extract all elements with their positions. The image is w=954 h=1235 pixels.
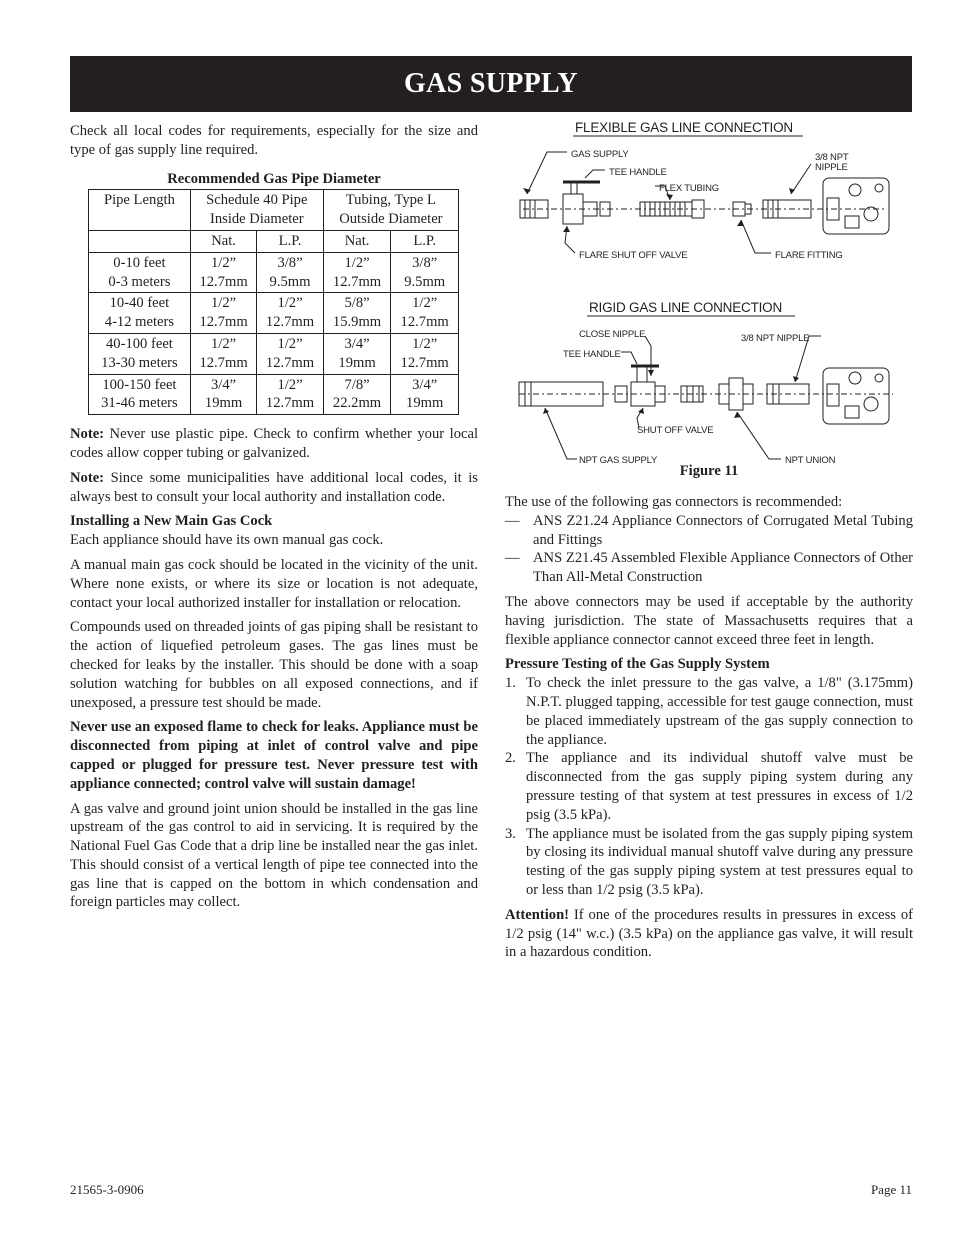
label-flare-fitting: FLARE FITTING: [775, 250, 843, 261]
figure-caption: Figure 11: [679, 463, 739, 479]
connectors-intro: The use of the following gas connectors is recommended:: [505, 494, 843, 510]
label-tee-handle: TEE HANDLE: [609, 167, 667, 178]
connection-diagram: [505, 116, 913, 461]
gas-valve-paragraph: A gas valve and ground joint union should be installed in the gas line upstream of the gas control to aid in servicing. It is required by the National Fuel Gas Code that a drip line be installed near the gas inlet. This should consist of a vertical length of pipe tee connected into the gas line that is capped on the bottom in which condensation and foreign particles may collect.: [70, 800, 478, 911]
pressure-testing-heading: Pressure Testing of the Gas Supply System: [505, 656, 770, 673]
table-cell: 3/4” 19mm: [391, 374, 459, 415]
title-banner: [70, 56, 912, 112]
leader-npt-gas-supply: [545, 408, 577, 459]
label-npt-gas-supply: NPT GAS SUPPLY: [579, 455, 658, 466]
subheader-cell: L.P.: [257, 230, 323, 252]
subheader-cell: L.P.: [391, 230, 459, 252]
table-cell: 3/8” 9.5mm: [391, 252, 459, 293]
rigid-gas-valve: [823, 368, 889, 424]
manual-gascock-paragraph: A manual main gas cock should be located in the vicinity of the unit. Where none exists, or where its size or location is not adequate, contact your local authorized installer for installation or relocation.: [70, 556, 478, 611]
table-cell: 3/8” 9.5mm: [257, 252, 323, 293]
table-cell-length: 10-40 feet 4-12 meters: [89, 293, 191, 334]
table-cell: 7/8” 22.2mm: [323, 374, 391, 415]
table-caption: Recommended Gas Pipe Diameter: [167, 170, 381, 187]
table-cell: 1/2” 12.7mm: [323, 252, 391, 293]
label-npt-nipple: 3/8 NPT NIPPLE: [815, 152, 849, 173]
pipe-diameter-table: [88, 189, 459, 415]
rigid-figure-title: RIGID GAS LINE CONNECTION: [589, 300, 783, 315]
table-cell: 1/2” 12.7mm: [190, 333, 256, 374]
table-cell: 1/2” 12.7mm: [257, 374, 323, 415]
warning-paragraph: Never use an exposed flame to check for leaks. Appliance must be disconnected from piping at inlet of control valve and pipe capped or plugged for pressure test. Never pressure test with appliance connected; control valve will sustain damage!: [70, 719, 478, 792]
intro-paragraph: Check all local codes for requirements, especially for the size and type of gas supply line required.: [70, 123, 478, 158]
table-cell: 3/4” 19mm: [323, 333, 391, 374]
leader-flare-fitting: [741, 220, 771, 253]
gascock-heading: Installing a New Main Gas Cock: [70, 513, 273, 530]
table-cell: 1/2” 12.7mm: [257, 333, 323, 374]
connectors-note: The above connectors may be used if acceptable by the authority having jurisdiction. The state of Massachusetts requires that a flexible appliance connector cannot exceed three feet in length.: [505, 593, 913, 648]
table-row: [89, 293, 459, 334]
table-cell-length: 0-10 feet 0-3 meters: [89, 252, 191, 293]
label-rigid-npt-nipple: 3/8 NPT NIPPLE: [741, 333, 810, 344]
leader-rigid-tee-handle: [621, 352, 637, 364]
header-tubing: Tubing, Type L Outside Diameter: [323, 190, 458, 231]
note-local-codes: Note: Since some municipalities have additional local codes, it is always best to consult your local authority and installation code.: [70, 469, 478, 505]
flex-gas-valve: [823, 178, 889, 234]
label-flex-tubing: FLEX TUBING: [659, 183, 719, 194]
connector-item: — ANS Z21.24 Appliance Connectors of Corrugated Metal Tubing and Fittings: [505, 512, 913, 548]
list-item: 3. The appliance must be isolated from the gas supply piping system by closing its individual manual shutoff valve during any pressure testing of the gas supply piping system at test pressures equal to or less than 1/2 psig (3.5 kPa).: [505, 825, 913, 898]
header-pipe-length: Pipe Length: [89, 190, 191, 231]
attention-paragraph: Attention! If one of the procedures results in pressures in excess of 1/2 psig (14" w.c.) (3.5 kPa) on the appliance gas valve, it will result in a hazardous condition.: [505, 906, 913, 961]
label-gas-supply: GAS SUPPLY: [571, 149, 629, 160]
page-number: Page 11: [870, 1182, 912, 1197]
subheader-blank: [89, 230, 191, 252]
table-header-row: [89, 190, 459, 231]
figure-11: [505, 116, 913, 481]
table-cell: 3/4” 19mm: [190, 374, 256, 415]
table-cell-length: 40-100 feet 13-30 meters: [89, 333, 191, 374]
pressure-steps-list: [505, 674, 913, 900]
left-column: [70, 122, 478, 918]
table-cell: 1/2” 12.7mm: [257, 293, 323, 334]
table-cell: 1/2” 12.7mm: [190, 293, 256, 334]
note-plastic-pipe: Note: Never use plastic pipe. Check to confirm whether your local codes allow copper tubing or galvanized.: [70, 426, 478, 461]
document-number: 21565-3-0906: [70, 1182, 144, 1197]
table-row: [89, 374, 459, 415]
subheader-cell: Nat.: [323, 230, 391, 252]
label-close-nipple: CLOSE NIPPLE: [579, 329, 646, 340]
table-cell: 1/2” 12.7mm: [391, 333, 459, 374]
right-column: [505, 116, 913, 968]
subheader-cell: Nat.: [190, 230, 256, 252]
table-cell-length: 100-150 feet 31-46 meters: [89, 374, 191, 415]
page-title: GAS SUPPLY: [404, 68, 578, 99]
leader-gas-supply: [527, 152, 567, 194]
table-subheader-row: [89, 230, 459, 252]
header-schedule-40: Schedule 40 Pipe Inside Diameter: [190, 190, 323, 231]
table-cell: 1/2” 12.7mm: [391, 293, 459, 334]
gascock-paragraph: Each appliance should have its own manual gas cock.: [70, 532, 384, 549]
label-shut-off-valve: SHUT OFF VALVE: [637, 425, 714, 436]
flex-figure-title: FLEXIBLE GAS LINE CONNECTION: [575, 120, 793, 135]
leader-npt-union: [737, 412, 781, 459]
list-item: 1. To check the inlet pressure to the gas valve, a 1/8" (3.175mm) N.P.T. plugged tapping, accessible for test gauge connection, must be placed immediately upstream of the gas supply connection to the appliance.: [505, 675, 913, 748]
table-row: [89, 252, 459, 293]
leader-tee-handle: [585, 170, 605, 178]
connector-item: — ANS Z21.45 Assembled Flexible Appliance Connectors of Other Than All-Metal Construction: [505, 550, 913, 586]
table-row: [89, 333, 459, 374]
label-flare-shutoff-valve: FLARE SHUT OFF VALVE: [579, 250, 688, 261]
table-cell: 5/8” 15.9mm: [323, 293, 391, 334]
compounds-paragraph: Compounds used on threaded joints of gas piping shall be resistant to the action of liquefied petroleum gases. The gas lines must be checked for leaks by the installer. This should be done with a soap solution watching for bubbles on all exposed connections, and if unexposed, a pressure test should be made.: [70, 619, 478, 711]
table-cell: 1/2” 12.7mm: [190, 252, 256, 293]
label-npt-union: NPT UNION: [785, 455, 836, 466]
leader-npt-nipple: [791, 164, 811, 194]
list-item: 2. The appliance and its individual shutoff valve must be disconnected from the gas supply piping system during any pressure testing of that system at test pressures in excess of 1/2 psig (3.5 kPa).: [505, 750, 913, 823]
label-rigid-tee-handle: TEE HANDLE: [563, 349, 621, 360]
